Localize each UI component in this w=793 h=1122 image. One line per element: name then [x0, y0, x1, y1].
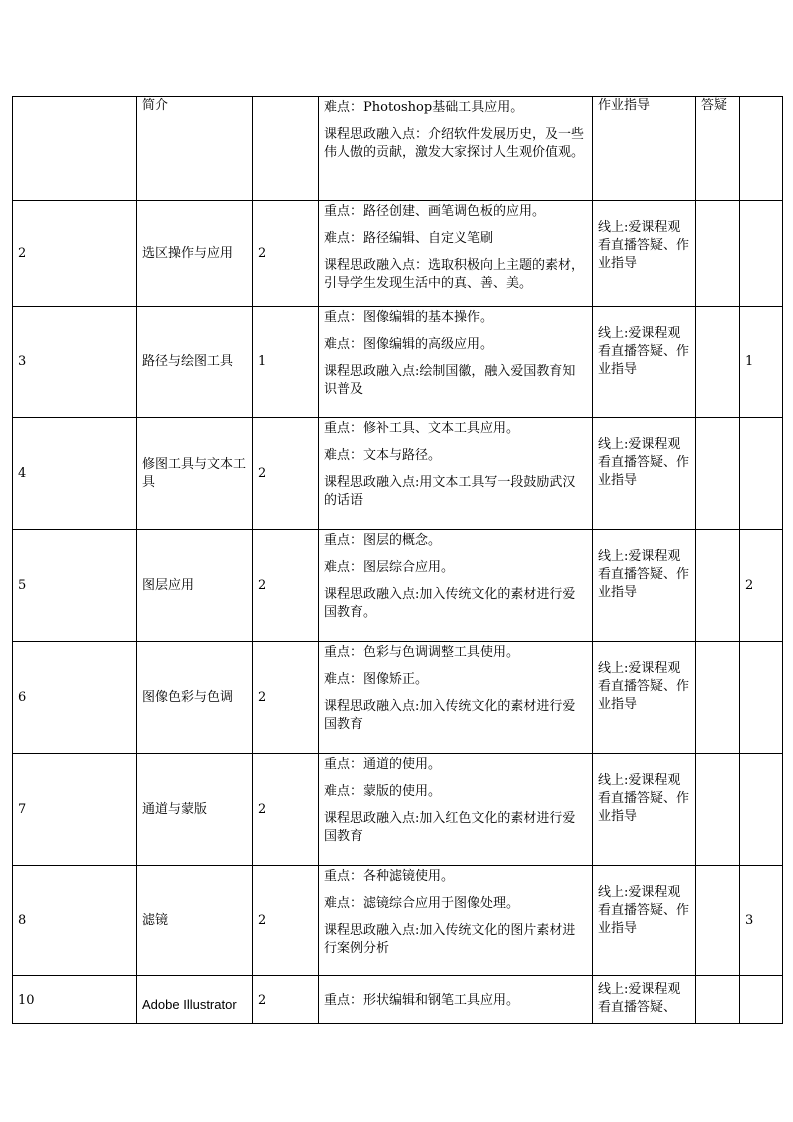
key-point: 重点：各种滤镜使用。 [324, 869, 455, 884]
key-point: 重点：修补工具、文本工具应用。 [324, 421, 520, 436]
key-points-cell [319, 976, 593, 1024]
row-number: 7 [13, 754, 137, 866]
chapter-title: 路径与绘图工具 [137, 307, 253, 418]
ideology-point: 课程思政融入点:用文本工具写一段鼓励武汉的话语 [324, 475, 576, 508]
last-cell [740, 418, 783, 530]
teaching-mode-cell [593, 754, 696, 866]
teaching-mode: 线上:爱课程观看直播答疑、作业指导 [598, 549, 690, 600]
difficulty-point: 难点：图像矫正。 [324, 672, 429, 687]
hours-cell: 2 [253, 530, 319, 642]
key-point: 重点：形状编辑和钢笔工具应用。 [324, 993, 520, 1008]
extra-cell [696, 418, 740, 530]
ideology-point: 课程思政融入点:加入红色文化的素材进行爱国教育 [324, 811, 576, 844]
key-points-cell [319, 642, 593, 754]
chapter-title: Adobe Illustrator [137, 976, 253, 1024]
teaching-mode-cell [593, 642, 696, 754]
row-number [13, 97, 137, 201]
table-row [13, 97, 783, 201]
teaching-mode-cell [593, 307, 696, 418]
last-cell [740, 976, 783, 1024]
key-point: 重点：图像编辑的基本操作。 [324, 310, 494, 325]
last-cell: 3 [740, 866, 783, 976]
chapter-title: 修图工具与文本工具 [137, 418, 253, 530]
last-cell [740, 642, 783, 754]
schedule-table [12, 96, 783, 1024]
chapter-title: 滤镜 [137, 866, 253, 976]
last-cell: 2 [740, 530, 783, 642]
row-number: 8 [13, 866, 137, 976]
hours-cell: 1 [253, 307, 319, 418]
teaching-mode: 线上:爱课程观看直播答疑、作业指导 [598, 220, 690, 271]
hours-cell: 2 [253, 976, 319, 1024]
extra-cell: 答疑 [696, 97, 740, 201]
teaching-mode: 线上:爱课程观看直播答疑、作业指导 [598, 661, 690, 712]
teaching-mode: 线上:爱课程观看直播答疑、作业指导 [598, 885, 690, 936]
table-row [13, 201, 783, 307]
teaching-mode: 线上:爱课程观看直播答疑、作业指导 [598, 437, 690, 488]
ideology-point: 课程思政融入点：介绍软件发展历史，及一些伟人傲的贡献，激发大家探讨人生观价值观。 [324, 127, 585, 160]
extra-cell [696, 866, 740, 976]
row-number: 5 [13, 530, 137, 642]
teaching-mode: 线上:爱课程观看直播答疑、作业指导 [598, 773, 690, 824]
last-cell [740, 97, 783, 201]
key-points-cell [319, 754, 593, 866]
teaching-mode-cell: 作业指导 [593, 97, 696, 201]
key-point: 重点：路径创建、画笔调色板的应用。 [324, 204, 546, 219]
key-points-cell [319, 530, 593, 642]
extra-cell [696, 754, 740, 866]
difficulty-point: 难点：蒙版的使用。 [324, 784, 442, 799]
teaching-mode-cell [593, 201, 696, 307]
key-point: 重点：色彩与色调调整工具使用。 [324, 645, 520, 660]
teaching-mode-cell [593, 530, 696, 642]
row-number: 2 [13, 201, 137, 307]
table-row [13, 866, 783, 976]
difficulty-point: 难点：图层综合应用。 [324, 560, 455, 575]
table-row [13, 976, 783, 1024]
ideology-point: 课程思政融入点:加入传统文化的素材进行爱国教育 [324, 699, 576, 732]
chapter-title: 通道与蒙版 [137, 754, 253, 866]
ideology-point: 课程思政融入点:加入传统文化的图片素材进行案例分析 [324, 923, 576, 956]
table-row [13, 418, 783, 530]
last-cell: 1 [740, 307, 783, 418]
teaching-mode: 线上:爱课程观看直播答疑、作业指导 [598, 326, 690, 377]
last-cell [740, 201, 783, 307]
key-points-cell [319, 418, 593, 530]
last-cell [740, 754, 783, 866]
chapter-title: 图层应用 [137, 530, 253, 642]
difficulty-point: 难点：路径编辑、自定义笔刷 [324, 231, 494, 246]
difficulty-point: 难点：Photoshop基础工具应用。 [324, 100, 524, 115]
chapter-title: 简介 [137, 97, 253, 201]
key-points-cell [319, 97, 593, 201]
chapter-title: 选区操作与应用 [137, 201, 253, 307]
row-number: 10 [13, 976, 137, 1024]
teaching-mode-cell [593, 418, 696, 530]
ideology-point: 课程思政融入点：选取积极向上主题的素材，引导学生发现生活中的真、善、美。 [324, 258, 585, 291]
row-number: 3 [13, 307, 137, 418]
extra-cell [696, 530, 740, 642]
ideology-point: 课程思政融入点:绘制国徽，融入爱国教育知识普及 [324, 364, 576, 397]
key-points-cell [319, 201, 593, 307]
key-point: 重点：图层的概念。 [324, 533, 442, 548]
difficulty-point: 难点：图像编辑的高级应用。 [324, 337, 494, 352]
hours-cell: 2 [253, 418, 319, 530]
row-number: 6 [13, 642, 137, 754]
key-points-cell [319, 307, 593, 418]
hours-cell [253, 97, 319, 201]
table-row [13, 530, 783, 642]
key-points-cell [319, 866, 593, 976]
table-row [13, 307, 783, 418]
hours-cell: 2 [253, 754, 319, 866]
row-number: 4 [13, 418, 137, 530]
difficulty-point: 难点：文本与路径。 [324, 448, 442, 463]
hours-cell: 2 [253, 201, 319, 307]
ideology-point: 课程思政融入点:加入传统文化的素材进行爱国教育。 [324, 587, 576, 620]
table-row [13, 642, 783, 754]
teaching-mode-cell: 线上:爱课程观看直播答疑、 [593, 976, 696, 1024]
difficulty-point: 难点：滤镜综合应用于图像处理。 [324, 896, 520, 911]
teaching-mode-cell [593, 866, 696, 976]
chapter-title: 图像色彩与色调 [137, 642, 253, 754]
hours-cell: 2 [253, 866, 319, 976]
table-row [13, 754, 783, 866]
hours-cell: 2 [253, 642, 319, 754]
extra-cell [696, 976, 740, 1024]
extra-cell [696, 307, 740, 418]
extra-cell [696, 642, 740, 754]
extra-cell [696, 201, 740, 307]
key-point: 重点：通道的使用。 [324, 757, 442, 772]
